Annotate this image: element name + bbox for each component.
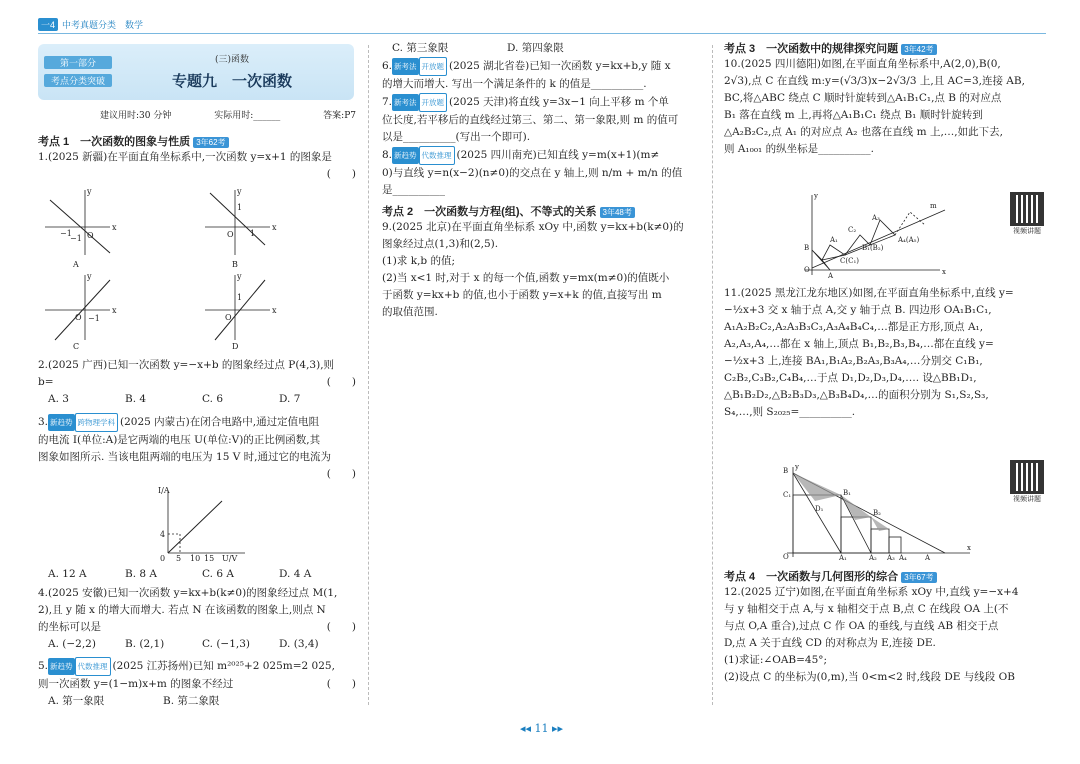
option-d-label: D [232, 342, 239, 351]
svg-text:y: y [795, 465, 799, 471]
svg-text:y: y [237, 187, 242, 196]
question-3: 3. 新趋势 跨物理学科 (2025 内蒙古)在闭合电路中,通过定值电阻 的电流 I(单位:A)是它两端的电压 U(单位:V)的正比例函数,其 图象如图所示. 当该电阻两端的电压为 15 V 时,通过它的电流为 ( ) [38, 413, 356, 480]
svg-text:4: 4 [160, 530, 166, 539]
svg-text:D₁: D₁ [815, 505, 824, 513]
option[interactable]: C. 第三象限 [392, 42, 449, 54]
actual-time: 实际用时:______ [214, 111, 281, 121]
svg-text:C(C₁): C(C₁) [840, 257, 859, 265]
option[interactable]: D. 第四象限 [507, 42, 564, 54]
svg-text:x: x [967, 544, 971, 552]
qr-label: 视频讲题 [1013, 227, 1041, 235]
svg-text:A: A [925, 554, 931, 560]
option[interactable]: D. 7 [279, 393, 301, 405]
svg-text:x: x [112, 223, 117, 232]
svg-text:O: O [87, 231, 94, 240]
question-5: 5. 新趋势 代数推理 (2025 江苏扬州)已知 m²⁰²⁵+2 025m=2 025, 则一次函数 y=(1−m)x+m 的图象不经过 ( ) A. 第一象限 B. 第二象限 [38, 657, 356, 710]
svg-text:O: O [804, 266, 810, 274]
time-meta [100, 108, 356, 121]
option[interactable]: C. 6 [202, 393, 224, 405]
option[interactable]: C. (−1,3) [202, 638, 251, 650]
column-divider [368, 45, 369, 705]
exam-count-badge: 3年42考 [901, 44, 936, 55]
option[interactable]: B. 8 A [125, 568, 157, 580]
answer-blank[interactable]: ( ) [326, 678, 356, 690]
answer-blank[interactable]: ( ) [326, 376, 356, 388]
middle-column: C. 第三象限 D. 第四象限 6. 新考法 开放题 (2025 湖北省卷)已知一次函数 y=kx+b,y 随 x 的增大而增大. 写出一个满足条件的 k 的值是__________. 7. 新考法 开放题 (2025 天津)将直线 y=3x−1 向上平移 m 个单 位长度,若平移后的直线经过第三、第二、第一象限,则 m 的值可 以是__________(写出一个即可). 8. 新趋势 代数推理 (2025 四川南充)已知直线 y=m(x+1)(m≠ 0)与直线 y=n(x−2)(n≠0)的交点在 y 轴上,则 n/m + m/n 的值 是__________ 考点 2 一次函数与方程(组)、不等式的关系 3年48考 9.(2025 北京)在平面直角坐标系 xOy 中,函数 y=kx+b(k≠0)的 图象经过点(1,3)和(2,5). (1)求 k,b 的值; (2)当 x<1 时,对于 x 的每一个值,函数 y=mx(m≠0)的值既小 于函数 y=kx+b 的值,也小于函数 y=x+k 的值,直接写出 m 的取值范围. [382, 40, 700, 321]
banner-subtitle: (三)函数 [214, 55, 250, 65]
option[interactable]: D. (3,4) [279, 638, 319, 650]
option[interactable]: B. (2,1) [125, 638, 165, 650]
svg-text:B: B [804, 244, 810, 252]
option-a-label: A [73, 260, 79, 269]
exam-count-badge: 3年67考 [901, 572, 936, 583]
graph-a[interactable] [45, 190, 110, 255]
svg-text:−1: −1 [60, 229, 72, 238]
svg-text:A₄(A₅): A₄(A₅) [898, 236, 920, 244]
page-number: ◂◂ 11 ▸▸ [520, 722, 564, 735]
svg-text:B₁: B₁ [843, 489, 851, 497]
header-subject: 数学 [125, 20, 144, 30]
option[interactable]: B. 第二象限 [163, 695, 220, 707]
question-1: 1.(2025 新疆)在平面直角坐标系中,一次函数 y=x+1 的图象是 [38, 151, 332, 163]
question-2: 2.(2025 广西)已知一次函数 y=−x+b 的图象经过点 P(4,3),则 b= ( ) A. 3 B. 4 C. 6 D. 7 [38, 357, 356, 408]
topic-tag: 跨物理学科 [75, 413, 119, 432]
svg-text:A₃: A₃ [887, 554, 895, 560]
option-c-label: C [73, 342, 80, 351]
question-6: 6. 新考法 开放题 (2025 湖北省卷)已知一次函数 y=kx+b,y 随 x [382, 57, 700, 76]
svg-text:1: 1 [237, 293, 243, 302]
header-rule [38, 33, 1046, 34]
option[interactable]: D. 4 A [279, 568, 312, 580]
svg-text:A₁: A₁ [839, 554, 847, 560]
svg-text:y: y [87, 272, 92, 281]
graph-c[interactable] [45, 275, 110, 340]
svg-text:A₄: A₄ [899, 554, 907, 560]
trend-tag: 新趋势 [48, 414, 75, 431]
option[interactable]: B. 4 [125, 393, 147, 405]
option[interactable]: A. 12 A [48, 568, 87, 580]
option[interactable]: A. (−2,2) [48, 638, 96, 650]
q10-rotation-figure [800, 190, 950, 280]
svg-text:10: 10 [190, 554, 201, 563]
svg-text:B₂: B₂ [873, 509, 881, 517]
svg-text:x: x [942, 268, 946, 276]
svg-text:C₂: C₂ [848, 226, 857, 234]
svg-text:I/A: I/A [158, 486, 170, 495]
svg-text:15: 15 [204, 554, 215, 563]
exam-count-badge: 3年48考 [600, 207, 635, 218]
answer-blank[interactable]: ( ) [326, 168, 356, 180]
option[interactable]: C. 6 A [202, 568, 234, 580]
book-logo: 一4 [38, 18, 58, 31]
qr-code-q10[interactable] [1010, 192, 1044, 236]
svg-text:O: O [783, 553, 789, 560]
column-divider [712, 45, 713, 705]
topic-tag: 代数推理 [75, 657, 111, 676]
svg-text:y: y [814, 192, 818, 200]
svg-text:5: 5 [176, 554, 182, 563]
question-9: 9.(2025 北京)在平面直角坐标系 xOy 中,函数 y=kx+b(k≠0)的 [382, 221, 684, 233]
question-4: 4.(2025 安徽)已知一次函数 y=kx+b(k≠0)的图象经过点 M(1, 2),且 y 随 x 的增大而增大. 若点 N 在该函数的图象上,则点 N 的坐标可以是 ( ) A. (−2,2) B. (2,1) C. (−1,3) D. (3,4) [38, 585, 356, 653]
svg-text:C₁: C₁ [783, 491, 792, 499]
exam-count-badge: 3年62考 [193, 137, 228, 148]
svg-text:O: O [227, 230, 234, 239]
q3-current-voltage-graph [150, 483, 250, 563]
svg-text:A: A [828, 272, 834, 280]
question-12: 考点 4 一次函数与几何图形的综合 3年67考 12.(2025 辽宁)如图,在平面直角坐标系 xOy 中,直线 y=−x+4 与 y 轴相交于点 A,与 x 轴相交于点 B,点 C 在线段 OA 上(不 与点 O,A 重合),过点 C 作 OA 的垂线,与直线 AB 相交于点 D,点 A 关于直线 CD 的对称点为 E,连接 DE. (1)求证:∠OAB=45°; (2)设点 C 的坐标为(0,m),当 0<m<2 时,线段 DE 与线段 OB [724, 568, 1046, 686]
svg-text:x: x [272, 223, 277, 232]
svg-text:0: 0 [160, 554, 166, 563]
option-b-label: B [232, 260, 238, 269]
svg-text:y: y [87, 187, 92, 196]
svg-text:1: 1 [237, 203, 243, 212]
svg-text:m: m [930, 202, 937, 210]
section-heading: 考点 2 一次函数与方程(组)、不等式的关系 3年48考 [382, 203, 700, 219]
suggested-time: 建议用时:30 分钟 [100, 111, 172, 121]
svg-text:B: B [783, 467, 789, 475]
section-heading: 考点 3 一次函数中的规律探究问题 3年42考 [724, 40, 1046, 56]
left-column [38, 133, 356, 180]
q1-option-graphs [40, 185, 360, 355]
question-10: 10.(2025 四川德阳)如图,在平面直角坐标系中,A(2,0),B(0, [724, 58, 1001, 70]
question-3-options [38, 566, 356, 583]
svg-text:−1: −1 [70, 234, 82, 243]
svg-text:x: x [112, 306, 117, 315]
section-heading: 考点 1 一次函数的图象与性质 3年62考 [38, 133, 356, 149]
svg-text:O: O [225, 313, 232, 322]
answer-blank[interactable]: ( ) [326, 468, 356, 480]
question-11: 11.(2025 黑龙江龙东地区)如图,在平面直角坐标系中,直线 y= −½x+3 交 x 轴于点 A,交 y 轴于点 B. 四边形 OA₁B₁C₁, A₁A₂B₂C₂,A₂A₃B₃C₃,A₃A₄B₄C₄,…都是正方形,顶点 A₁, A₂,A₃,A₄,…都在 x 轴上,顶点 B₁,B₂,B₃,B₄,…都在直线 y= −½x+3 上,连接 BA₁,B₁A₂,B₂A₃,B₃A₄,…分别交 C₁B₁, C₂B₂,C₃B₂,C₄B₄,…于点 D₁,D₂,D₃,D₄,…. 设△BB₁D₁, △B₁B₂D₂,△B₂B₃D₃,△B₃B₄D₄,…的面积分别为 S₁,S₂,S₃, S₄,…,则 S₂₀₂₅=__________. [724, 287, 1014, 418]
trend-tag: 新趋势 [48, 658, 75, 675]
chapter-banner [38, 44, 354, 100]
svg-text:x: x [272, 306, 277, 315]
q11-squares-figure [775, 465, 975, 560]
qr-icon [1010, 460, 1044, 494]
svg-text:A₁: A₁ [830, 236, 838, 244]
answer-blank[interactable]: ( ) [326, 621, 356, 633]
graph-b[interactable] [205, 190, 270, 255]
header-series: 中考真题分类 [62, 20, 117, 30]
qr-label: 视频讲题 [1013, 495, 1041, 503]
right-column: 考点 3 一次函数中的规律探究问题 3年42考 10.(2025 四川德阳)如图,在平面直角坐标系中,A(2,0),B(0, 2√3),点 C 在直线 m:y=(√3/3)x−2√3/3 上,且 AC=3,连接 AB, BC,将△ABC 绕点 C 顺时针旋转到△A₁B₁C₁,点 B 的对应点 B₁ 落在直线 m 上,再将△A₁B₁C₁ 绕点 B₁ 顺时针旋转到 △A₂B₂C₂,点 A₁ 的对应点 A₂ 也落在直线 m 上,…,如此下去, 则 A₁₀₀₁ 的纵坐标是__________. [724, 40, 1046, 158]
mode-label: 考点分类突破 [44, 74, 112, 87]
option[interactable]: A. 3 [48, 393, 69, 405]
svg-text:A₃: A₃ [872, 214, 880, 222]
graph-d[interactable] [205, 275, 270, 340]
question-7: 7. 新考法 开放题 (2025 天津)将直线 y=3x−1 向上平移 m 个单 [382, 93, 700, 112]
svg-text:U/V: U/V [222, 554, 238, 563]
svg-text:B₁(B₂): B₁(B₂) [862, 244, 884, 252]
running-header [38, 18, 143, 31]
qr-code-q11[interactable] [1010, 460, 1044, 504]
svg-text:y: y [237, 272, 242, 281]
svg-text:−1: −1 [88, 314, 100, 323]
question-8: 8. 新趋势 代数推理 (2025 四川南充)已知直线 y=m(x+1)(m≠ [382, 146, 700, 165]
answer-ref: 答案:P7 [323, 111, 356, 121]
svg-text:A₂: A₂ [869, 554, 877, 560]
svg-text:1: 1 [250, 229, 256, 238]
page-title: 专题九 一次函数 [171, 72, 292, 90]
section-heading: 考点 4 一次函数与几何图形的综合 3年67考 [724, 568, 1046, 584]
part-label: 第一部分 [44, 56, 112, 69]
svg-text:O: O [75, 313, 82, 322]
qr-icon [1010, 192, 1044, 226]
option[interactable]: A. 第一象限 [48, 695, 105, 707]
